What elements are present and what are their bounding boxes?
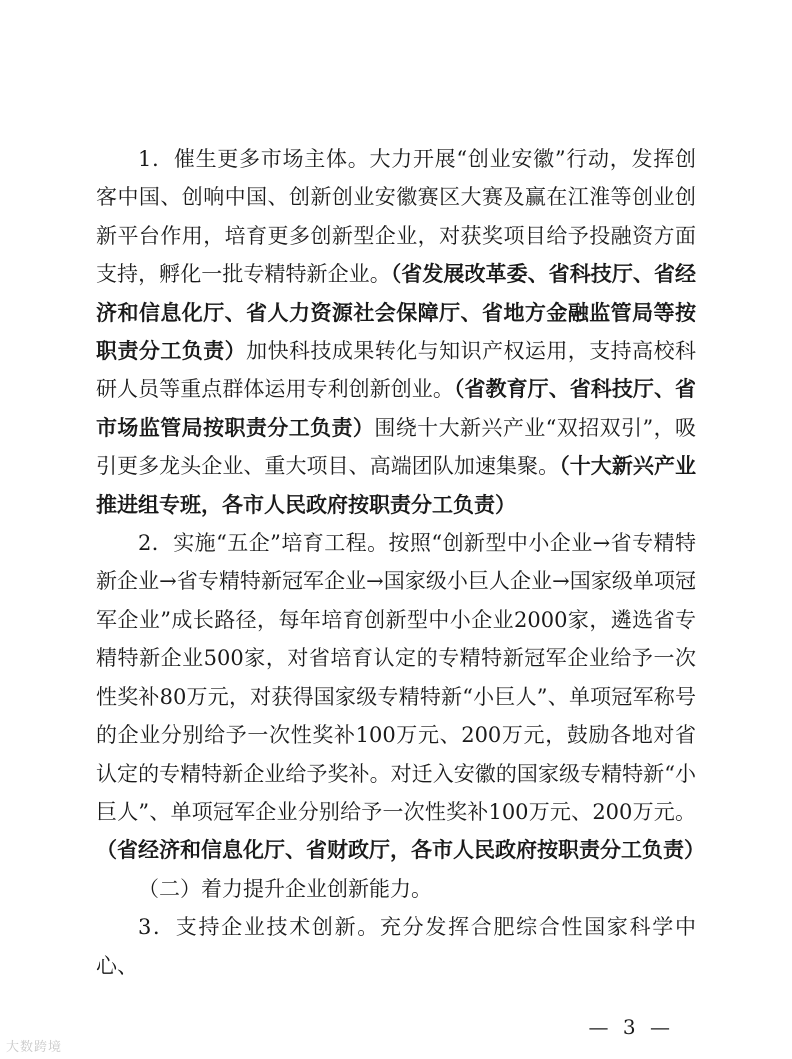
section-heading-2-text: （二）着力提升企业创新能力。: [138, 876, 432, 901]
paragraph-3-text: 3．支持企业技术创新。充分发挥合肥综合性国家科学中心、: [96, 915, 696, 978]
paragraph-1: [96, 140, 696, 524]
page-number: — 3 —: [588, 1015, 674, 1039]
paragraph-1-responsible-1: （省发展改革委、省科技厅、省经济和信息化厅、省人力资源社会保障厅、省地方金融监管局等按职责分工负责）: [96, 261, 696, 364]
section-heading-2: [96, 870, 696, 908]
paragraph-1-responsible-3: （十大新兴产业推进组专班，各市人民政府按职责分工负责）: [96, 453, 697, 517]
paragraph-1-text: 1．催生更多市场主体。大力开展“创业安徽”行动，发挥创客中国、创响中国、创新创业安徽赛区大赛及赢在江淮等创业创新平台作用，培育更多创新型企业，对获奖项目给予投融资方面支持，孵化一批专精特新企业。: [96, 147, 696, 287]
document-body: [96, 140, 705, 985]
paragraph-1-responsible-2: （省教育厅、省科技厅、省市场监管局按职责分工负责）: [96, 376, 697, 440]
watermark-logo: 大数跨境: [6, 1040, 63, 1055]
paragraph-2: [96, 524, 705, 870]
paragraph-2-text: 2．实施“五企”培育工程。按照“创新型中小企业→省专精特新企业→省专精特新冠军企业→国家级小巨人企业→国家级单项冠军企业”成长路径，每年培育创新型中小企业2000家，遴选省专精特新企业500家，对省培育认定的专精特新冠军企业给予一次性奖补80万元，对获得国家级专精特新“小巨人”、单项冠军称号的企业分别给予一次性奖补100万元、200万元，鼓励各地对省认定的专精特新企业给予奖补。对迁入安徽的国家级专精特新“小巨人”、单项冠军企业分别给予一次性奖补100万元、200万元。: [96, 531, 696, 824]
paragraph-1-text-2: 加快科技成果转化与知识产权运用，支持高校科研人员等重点群体运用专利创新创业。: [96, 339, 697, 402]
paragraph-1-text-3: 围绕十大新兴产业“双招双引”，吸引更多龙头企业、重大项目、高端团队加速集聚。: [96, 415, 696, 479]
paragraph-3: [96, 908, 696, 985]
paragraph-2-responsible: （省经济和信息化厅、省财政厅，各市人民政府按职责分工负责）: [96, 837, 705, 863]
